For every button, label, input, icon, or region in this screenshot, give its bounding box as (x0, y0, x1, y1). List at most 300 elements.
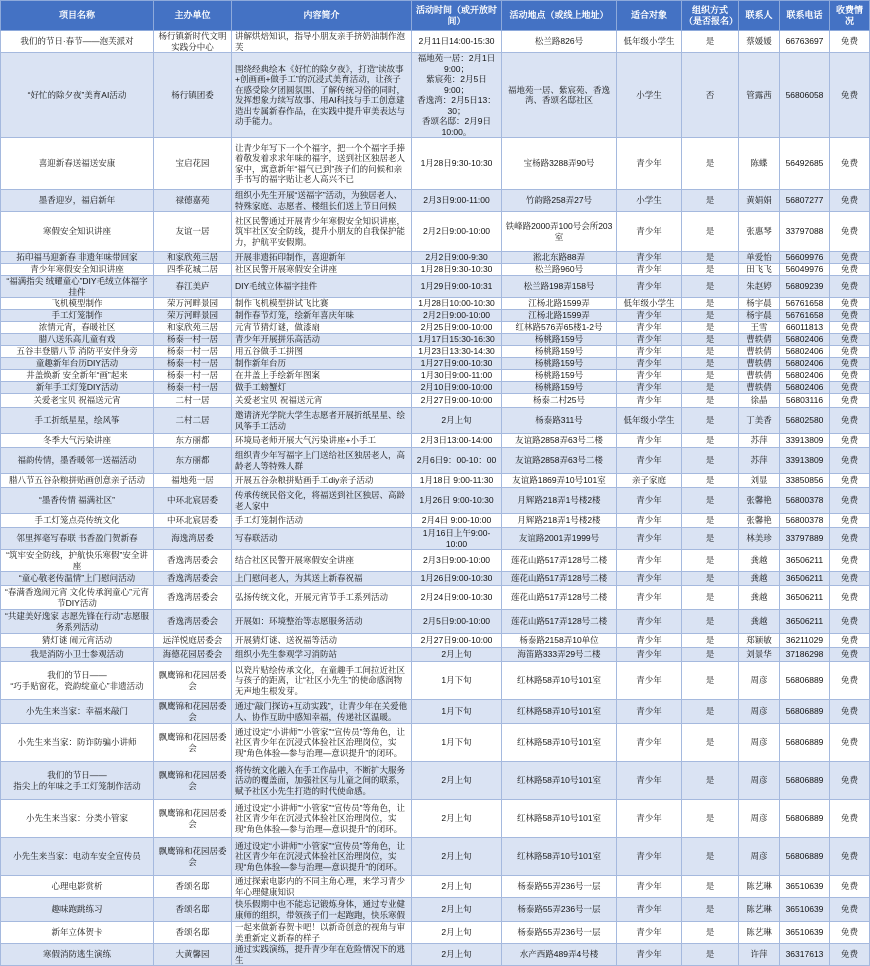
cell-project-name: “好忙的除夕夜”美育AI活动 (1, 53, 154, 138)
cell-description: 快乐假期中也不能忘记锻炼身体，通过专业健康师的组织，带领孩子们一起跑跑，快乐寒假 (232, 898, 412, 922)
cell-description: 环境局老师开展大气污染讲座+小手工 (232, 434, 412, 448)
cell-description: 通过实践演练，提升青少年在危险情况下的逃生 (232, 944, 412, 966)
cell-audience: 青少年 (617, 212, 682, 252)
table-row (1, 358, 870, 370)
cell-organizer: 香逸湾居委会 (154, 550, 232, 572)
table-row (1, 838, 870, 876)
cell-organizer: 远洋悦庭居委会 (154, 634, 232, 648)
cell-description: 写春联活动 (232, 528, 412, 550)
cell-audience: 青少年 (617, 448, 682, 474)
cell-description: 以瓷片贴绘传承文化，在童趣手工间拉近社区与孩子的距离，让“社区小先生”的使命感润物无声地生根发芽。 (232, 662, 412, 700)
cell-location: 月辉路218弄1号楼2楼 (502, 488, 617, 514)
cell-location: 松兰路198弄158号 (502, 276, 617, 298)
table-row (1, 382, 870, 394)
cell-audience: 青少年 (617, 944, 682, 966)
cell-organizer: 飘鹰锦和花园居委会 (154, 762, 232, 800)
cell-contact: 陈艺琳 (739, 898, 780, 922)
cell-organizer: 飘鹰锦和花园居委会 (154, 838, 232, 876)
cell-phone: 56800378 (780, 514, 830, 528)
cell-location: 红林路58弄10号101室 (502, 838, 617, 876)
cell-project-name: 我们的节日·春节——泡芙派对 (1, 31, 154, 53)
cell-project-name: 手工灯笼制作 (1, 310, 154, 322)
cell-audience: 青少年 (617, 434, 682, 448)
cell-organizer: 宝启花园 (154, 138, 232, 190)
cell-contact: 曹轶倩 (739, 346, 780, 358)
cell-organizer: 二村一居 (154, 394, 232, 408)
cell-phone: 56609976 (780, 252, 830, 264)
cell-phone: 33797088 (780, 212, 830, 252)
cell-time: 1月16日上午9:00-10:00 (412, 528, 502, 550)
header-fee: 收费情况 (830, 1, 870, 31)
cell-project-name: 我们的节日—— 指尖上的年味之手工灯笼制作活动 (1, 762, 154, 800)
cell-audience: 青少年 (617, 276, 682, 298)
cell-phone: 66011813 (780, 322, 830, 334)
cell-contact: 杨宇晨 (739, 298, 780, 310)
cell-phone: 36317613 (780, 944, 830, 966)
cell-location: 宝杨路3288弄90号 (502, 138, 617, 190)
cell-location: 友谊路1869弄10号101室 (502, 474, 617, 488)
table-row (1, 922, 870, 944)
cell-registration: 是 (682, 572, 739, 586)
cell-time: 1月26日 9:00-10:30 (412, 488, 502, 514)
cell-phone: 56802580 (780, 408, 830, 434)
cell-contact: 管露茜 (739, 53, 780, 138)
cell-phone: 36506211 (780, 550, 830, 572)
cell-location: 松兰路960号 (502, 264, 617, 276)
cell-audience: 青少年 (617, 762, 682, 800)
cell-contact: 龚越 (739, 572, 780, 586)
cell-organizer: 香逸湾居委会 (154, 572, 232, 586)
cell-time: 2月6日9：00-10：00 (412, 448, 502, 474)
cell-organizer: 飘鹰锦和花园居委会 (154, 662, 232, 700)
cell-time: 2月4日 9:00-10:00 (412, 514, 502, 528)
cell-fee: 免费 (830, 474, 870, 488)
header-registration: 组织方式（是否报名） (682, 1, 739, 31)
cell-description: 组织小先生参观学习消防站 (232, 648, 412, 662)
cell-audience: 青少年 (617, 370, 682, 382)
cell-description: 通过“敲门探访+互动实践”，让青少年在关爱他人、协作互助中感知幸福，传递社区温暖。 (232, 700, 412, 724)
cell-audience: 青少年 (617, 394, 682, 408)
cell-fee: 免费 (830, 528, 870, 550)
cell-fee: 免费 (830, 346, 870, 358)
cell-project-name: “共建美好逸家 志愿先锋在行动”志愿服务系列活动 (1, 610, 154, 634)
cell-description: 通过设定“小讲师”“小管家”“宣传员”等角色，让社区青少年在沉浸式体验社区治理岗位，实现“角色体验—参与治理—意识提升”的闭环。 (232, 838, 412, 876)
header-organizer: 主办单位 (154, 1, 232, 31)
cell-time: 2月上旬 (412, 922, 502, 944)
cell-project-name: 新年手工灯笼DIY活动 (1, 382, 154, 394)
cell-time: 1月18日 9:00-11:30 (412, 474, 502, 488)
cell-project-name: 浓情元宵，春暖社区 (1, 322, 154, 334)
cell-audience: 青少年 (617, 488, 682, 514)
cell-fee: 免费 (830, 634, 870, 648)
cell-location: 江杨北路1599弄 (502, 298, 617, 310)
cell-time: 2月3日9:00-11:00 (412, 190, 502, 212)
cell-audience: 青少年 (617, 586, 682, 610)
cell-fee: 免费 (830, 276, 870, 298)
cell-registration: 是 (682, 190, 739, 212)
cell-phone: 37186298 (780, 648, 830, 662)
cell-contact: 张馨艳 (739, 488, 780, 514)
cell-audience: 青少年 (617, 346, 682, 358)
cell-organizer: 和家欣苑三居 (154, 252, 232, 264)
cell-fee: 免费 (830, 898, 870, 922)
cell-fee: 免费 (830, 488, 870, 514)
cell-registration: 是 (682, 334, 739, 346)
cell-registration: 是 (682, 514, 739, 528)
cell-description: 组织青少年写福字上门送给社区独居老人，高龄老人等特殊人群 (232, 448, 412, 474)
cell-phone: 36211029 (780, 634, 830, 648)
cell-project-name: 我们的节日—— “巧手贴窗花，瓷韵绽童心”非遗活动 (1, 662, 154, 700)
cell-organizer: 二村二居 (154, 408, 232, 434)
table-row (1, 408, 870, 434)
cell-audience: 青少年 (617, 662, 682, 700)
cell-fee: 免费 (830, 586, 870, 610)
cell-description: 用五谷做手工拼图 (232, 346, 412, 358)
cell-location: 莲花山路517弄128号二楼 (502, 572, 617, 586)
cell-organizer: 和家欣苑三居 (154, 322, 232, 334)
cell-organizer: 杨行镇团委 (154, 53, 232, 138)
cell-organizer: 海德花园居委会 (154, 648, 232, 662)
table-row (1, 762, 870, 800)
table-row (1, 310, 870, 322)
cell-fee: 免费 (830, 370, 870, 382)
cell-organizer: 飘鹰锦和花园居委会 (154, 800, 232, 838)
cell-organizer: 香颂名邸 (154, 876, 232, 898)
table-row (1, 724, 870, 762)
cell-phone: 56802406 (780, 346, 830, 358)
cell-registration: 是 (682, 898, 739, 922)
cell-contact: 张惠琴 (739, 212, 780, 252)
cell-organizer: 杨泰一村一居 (154, 370, 232, 382)
cell-description: 上门慰问老人，为其送上新春祝福 (232, 572, 412, 586)
header-time: 活动时间（或开放时间） (412, 1, 502, 31)
cell-description: 手工灯笼制作活动 (232, 514, 412, 528)
cell-phone: 56802406 (780, 370, 830, 382)
cell-contact: 曹轶倩 (739, 358, 780, 370)
cell-location: 杨泰路55弄236号一层 (502, 876, 617, 898)
cell-time: 1月27日9:00-10:30 (412, 358, 502, 370)
cell-phone: 36506211 (780, 572, 830, 586)
cell-audience: 青少年 (617, 648, 682, 662)
cell-fee: 免费 (830, 610, 870, 634)
table-row (1, 898, 870, 922)
cell-audience: 青少年 (617, 634, 682, 648)
cell-description: 元宵节猜灯谜，做漆扇 (232, 322, 412, 334)
cell-registration: 是 (682, 528, 739, 550)
cell-description: 通过设定“小讲师”“小管家”“宣传员”等角色，让社区青少年在沉浸式体验社区治理岗位，实现“角色体验—参与治理—意识提升”的闭环。 (232, 800, 412, 838)
cell-contact: 龚越 (739, 550, 780, 572)
cell-fee: 免费 (830, 190, 870, 212)
cell-audience: 青少年 (617, 382, 682, 394)
cell-project-name: “筑牢安全防线，护航快乐寒假”安全讲座 (1, 550, 154, 572)
cell-organizer: 海逸湾居委 (154, 528, 232, 550)
cell-fee: 免费 (830, 800, 870, 838)
table-row (1, 488, 870, 514)
table-row (1, 550, 870, 572)
cell-project-name: 喜迎新春送福送安康 (1, 138, 154, 190)
cell-time: 1月下旬 (412, 662, 502, 700)
cell-location: 红林路58弄10号101室 (502, 800, 617, 838)
table-row (1, 700, 870, 724)
cell-project-name: 邻里挥毫写春联 书香盈门贺新春 (1, 528, 154, 550)
cell-project-name: 福韵传情，墨香暖邻一送福活动 (1, 448, 154, 474)
table-row (1, 876, 870, 898)
cell-phone: 33913809 (780, 434, 830, 448)
cell-contact: 周彦 (739, 700, 780, 724)
table-row (1, 474, 870, 488)
cell-phone: 56800378 (780, 488, 830, 514)
header-audience: 适合对象 (617, 1, 682, 31)
cell-fee: 免费 (830, 662, 870, 700)
cell-organizer: 香逸湾居委会 (154, 586, 232, 610)
cell-audience: 亲子家庭 (617, 474, 682, 488)
table-row (1, 572, 870, 586)
cell-phone: 56806058 (780, 53, 830, 138)
cell-phone: 56803116 (780, 394, 830, 408)
cell-time: 1月下旬 (412, 724, 502, 762)
cell-location: 杨泰路311号 (502, 408, 617, 434)
cell-time: 2月3日13:00-14:00 (412, 434, 502, 448)
cell-time: 1月29日9:00-10:31 (412, 276, 502, 298)
cell-fee: 免费 (830, 252, 870, 264)
cell-project-name: 童趣新年台历DIY活动 (1, 358, 154, 370)
cell-fee: 免费 (830, 138, 870, 190)
cell-fee: 免费 (830, 572, 870, 586)
cell-fee: 免费 (830, 408, 870, 434)
cell-contact: 许萍 (739, 944, 780, 966)
table-row (1, 322, 870, 334)
table-row (1, 944, 870, 966)
cell-contact: 陈艺琳 (739, 922, 780, 944)
cell-fee: 免费 (830, 448, 870, 474)
cell-description: 制作春节灯笼，绘新年喜庆年味 (232, 310, 412, 322)
cell-location: 红林路58弄10号101室 (502, 662, 617, 700)
cell-time: 2月上旬 (412, 838, 502, 876)
cell-project-name: 小先生来当家：防诈防骗小讲师 (1, 724, 154, 762)
cell-time: 1月17日15:30-16:30 (412, 334, 502, 346)
cell-registration: 是 (682, 586, 739, 610)
cell-time: 1月下旬 (412, 700, 502, 724)
cell-location: 友谊路2001弄1999号 (502, 528, 617, 550)
cell-time: 1月28日9:30-10:30 (412, 138, 502, 190)
cell-project-name: 腊八送乐高儿童有戏 (1, 334, 154, 346)
cell-contact: 刘景华 (739, 648, 780, 662)
cell-registration: 是 (682, 394, 739, 408)
cell-organizer: 香逸湾居委会 (154, 610, 232, 634)
cell-contact: 曹轶倩 (739, 370, 780, 382)
cell-phone: 56806889 (780, 762, 830, 800)
cell-fee: 免费 (830, 876, 870, 898)
cell-registration: 是 (682, 474, 739, 488)
cell-fee: 免费 (830, 382, 870, 394)
cell-project-name: 小先生来当家：分类小管家 (1, 800, 154, 838)
cell-fee: 免费 (830, 212, 870, 252)
table-row (1, 586, 870, 610)
cell-organizer: 杨泰一村一居 (154, 334, 232, 346)
header-location: 活动地点（或线上地址） (502, 1, 617, 31)
cell-registration: 是 (682, 434, 739, 448)
header-description: 内容简介 (232, 1, 412, 31)
cell-time: 2月27日9:00-10:00 (412, 634, 502, 648)
cell-project-name: “春满香逸闹元宵 文化传承润童心”元宵节DIY活动 (1, 586, 154, 610)
cell-organizer: 香颂名邸 (154, 922, 232, 944)
cell-registration: 是 (682, 800, 739, 838)
cell-phone: 33850856 (780, 474, 830, 488)
cell-organizer: 东方丽都 (154, 434, 232, 448)
cell-audience: 小学生 (617, 190, 682, 212)
cell-location: 月辉路218弄1号楼2楼 (502, 514, 617, 528)
cell-phone: 56802406 (780, 334, 830, 346)
cell-location: 友谊路2858弄63号二楼 (502, 434, 617, 448)
cell-description: 邀请济光学院大学生志愿者开展折纸星星、绘风筝手工活动 (232, 408, 412, 434)
cell-time: 2月上旬 (412, 408, 502, 434)
cell-audience: 青少年 (617, 550, 682, 572)
cell-registration: 是 (682, 252, 739, 264)
header-project-name: 项目名称 (1, 1, 154, 31)
cell-time: 福地苑一居：2月1日9:00； 紫宸苑：2月5日9:00； 香逸湾：2月5日13：30； 香颂名邸：2月9日10:00。 (412, 53, 502, 138)
cell-project-name: 五谷丰登腊八节 消防平安伴身旁 (1, 346, 154, 358)
cell-description: 社区民警通过开展青少年寒假安全知识讲座，筑牢社区安全防线，提升小朋友的自我保护能力，护航平安假期。 (232, 212, 412, 252)
cell-time: 2月上旬 (412, 876, 502, 898)
cell-registration: 是 (682, 944, 739, 966)
cell-time: 2月上旬 (412, 944, 502, 966)
cell-time: 2月上旬 (412, 648, 502, 662)
cell-registration: 是 (682, 488, 739, 514)
cell-organizer: 飘鹰锦和花园居委会 (154, 700, 232, 724)
cell-location: 杨泰路2158弄10单位 (502, 634, 617, 648)
cell-audience: 低年级小学生 (617, 408, 682, 434)
cell-location: 红林路58弄10号101室 (502, 762, 617, 800)
cell-registration: 是 (682, 634, 739, 648)
cell-project-name: 寒假消防逃生演练 (1, 944, 154, 966)
cell-registration: 是 (682, 724, 739, 762)
cell-description: 制作新年台历 (232, 358, 412, 370)
cell-description: 关爱老宝贝 祝福送元宵 (232, 394, 412, 408)
cell-location: 铁峰路2000弄100号会所203室 (502, 212, 617, 252)
cell-time: 2月27日9:00-10:00 (412, 394, 502, 408)
cell-description: 开展如：环境整治等志愿服务活动 (232, 610, 412, 634)
cell-contact: 周彦 (739, 662, 780, 700)
cell-audience: 青少年 (617, 252, 682, 264)
cell-location: 红林路58弄10号101室 (502, 724, 617, 762)
cell-location: 海笛路333弄29号二楼 (502, 648, 617, 662)
cell-contact: 郑颖敏 (739, 634, 780, 648)
cell-contact: 田飞飞 (739, 264, 780, 276)
cell-description: 让青少年写下一个个福字，把一个个福字手捧着敬发着求求年味的福字，送到社区独居老人家中，寓意新年“福气已到”孩子们的问候和亲手书写的福字贴让老人高兴不已 (232, 138, 412, 190)
cell-organizer: 大黄馨园 (154, 944, 232, 966)
cell-project-name: 我是消防小卫士参观活动 (1, 648, 154, 662)
table-row (1, 334, 870, 346)
cell-audience: 青少年 (617, 922, 682, 944)
table-row (1, 662, 870, 700)
table-row (1, 394, 870, 408)
cell-audience: 青少年 (617, 138, 682, 190)
cell-location: 莲花山路517弄128号二楼 (502, 610, 617, 634)
cell-registration: 是 (682, 264, 739, 276)
cell-time: 2月5日9:00-10:00 (412, 610, 502, 634)
cell-phone: 56806889 (780, 838, 830, 876)
cell-location: 杨泰路55弄236号一层 (502, 898, 617, 922)
cell-organizer: 春江美庐 (154, 276, 232, 298)
cell-description: DIY毛绒立体福字挂件 (232, 276, 412, 298)
table-row (1, 514, 870, 528)
cell-phone: 33797889 (780, 528, 830, 550)
cell-organizer: 荣万河畔景园 (154, 310, 232, 322)
cell-registration: 是 (682, 662, 739, 700)
cell-registration: 是 (682, 322, 739, 334)
table-row (1, 252, 870, 264)
table-row (1, 610, 870, 634)
cell-project-name: “墨香传情 福满社区” (1, 488, 154, 514)
cell-fee: 免费 (830, 944, 870, 966)
cell-location: 杨桃路159号 (502, 370, 617, 382)
cell-description: 讲解烘焙知识，指导小朋友亲手挤奶油制作泡芙 (232, 31, 412, 53)
cell-audience: 青少年 (617, 572, 682, 586)
cell-time: 2月10日9:00-10:00 (412, 382, 502, 394)
cell-audience: 小学生 (617, 53, 682, 138)
cell-contact: 周彦 (739, 838, 780, 876)
cell-contact: 周彦 (739, 762, 780, 800)
cell-organizer: 福地苑一居 (154, 474, 232, 488)
cell-time: 2月上旬 (412, 898, 502, 922)
cell-registration: 是 (682, 298, 739, 310)
cell-contact: 杨宇晨 (739, 310, 780, 322)
cell-project-name: “童心敬老传温情”上门慰问活动 (1, 572, 154, 586)
cell-fee: 免费 (830, 298, 870, 310)
cell-organizer: 禄德嘉苑 (154, 190, 232, 212)
cell-phone: 56806889 (780, 724, 830, 762)
cell-organizer: 香颂名邸 (154, 898, 232, 922)
table-row (1, 31, 870, 53)
cell-audience: 青少年 (617, 334, 682, 346)
cell-time: 2月2日9:00-10:00 (412, 212, 502, 252)
cell-registration: 是 (682, 370, 739, 382)
cell-organizer: 中环北宸居委 (154, 514, 232, 528)
cell-contact: 丁美香 (739, 408, 780, 434)
cell-organizer: 四季花城二居 (154, 264, 232, 276)
cell-audience: 青少年 (617, 610, 682, 634)
cell-organizer: 杨行镇新时代文明实践分中心 (154, 31, 232, 53)
cell-description: 在井盖上手绘新年图案 (232, 370, 412, 382)
cell-description: 弘扬传统文化，开展元宵节手工系列活动 (232, 586, 412, 610)
cell-registration: 是 (682, 276, 739, 298)
table-row (1, 276, 870, 298)
cell-fee: 免费 (830, 53, 870, 138)
cell-fee: 免费 (830, 724, 870, 762)
cell-location: 水产西路489弄4号楼 (502, 944, 617, 966)
cell-time: 1月26日9:00-10:30 (412, 572, 502, 586)
cell-contact: 刘显 (739, 474, 780, 488)
cell-project-name: “福满指尖 绒耀童心”DIY毛绒立体福字挂件 (1, 276, 154, 298)
cell-phone: 56049976 (780, 264, 830, 276)
cell-location: 杨泰路55弄236号一层 (502, 922, 617, 944)
cell-location: 竹韵路258弄27号 (502, 190, 617, 212)
cell-audience: 低年级小学生 (617, 298, 682, 310)
cell-phone: 56807277 (780, 190, 830, 212)
cell-audience: 低年级小学生 (617, 31, 682, 53)
cell-fee: 免费 (830, 394, 870, 408)
cell-registration: 是 (682, 382, 739, 394)
cell-fee: 免费 (830, 700, 870, 724)
cell-registration: 是 (682, 408, 739, 434)
cell-location: 杨桃路159号 (502, 358, 617, 370)
cell-time: 1月30日9:00-11:00 (412, 370, 502, 382)
cell-audience: 青少年 (617, 700, 682, 724)
cell-registration: 是 (682, 31, 739, 53)
cell-fee: 免费 (830, 550, 870, 572)
cell-contact: 周彦 (739, 800, 780, 838)
cell-registration: 是 (682, 876, 739, 898)
